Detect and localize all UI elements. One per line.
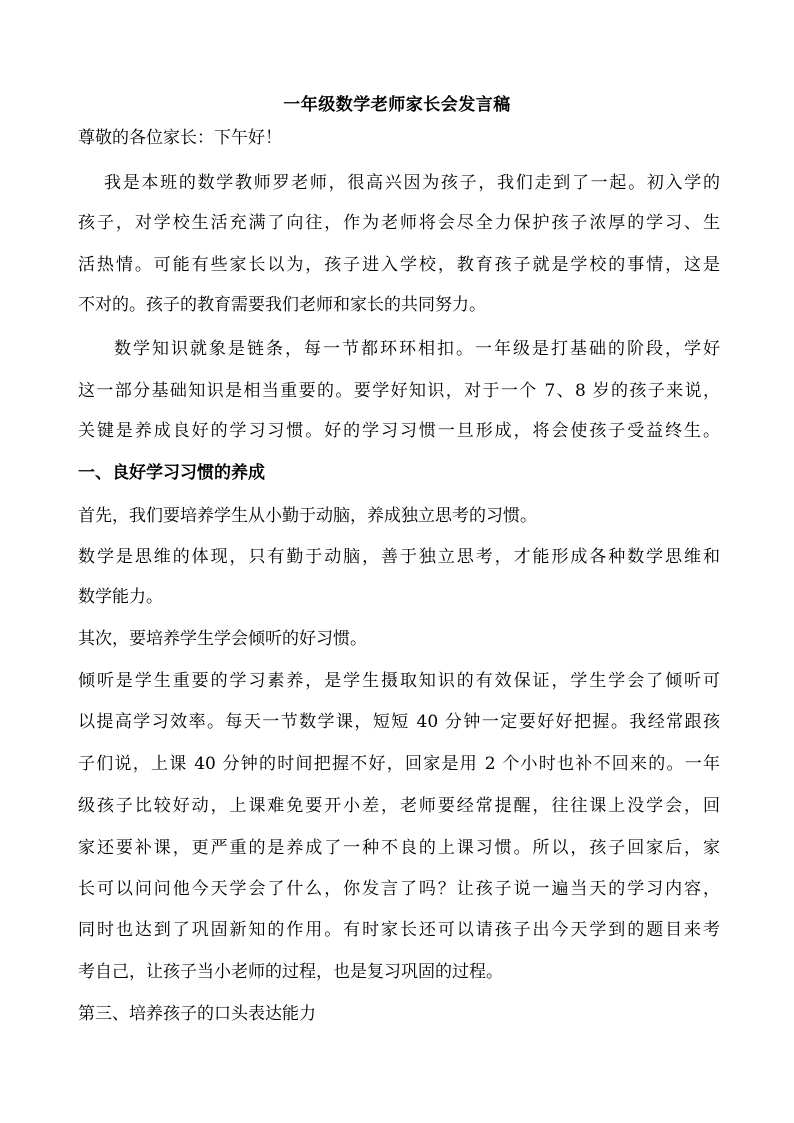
greeting: 尊敬的各位家长：下午好！ [78,128,282,148]
para1-line-4: 不对的。孩子的教育需要我们老师和家长的共同努力。 [78,295,486,315]
math-thinking-line-1: 数学是思维的体现，只有勤于动脑，善于独立思考，才能形成各种数学思维和 [78,547,720,567]
first-point: 首先，我们要培养学生从小勤于动脑，养成独立思考的习惯。 [78,506,537,526]
para2-line-2: 这一部分基础知识是相当重要的。要学好知识，对于一个 7、8 岁的孩子来说， [78,381,720,401]
section-heading-1: 一、良好学习习惯的养成 [78,463,265,483]
para2-line-1: 数学知识就象是链条，每一节都环环相扣。一年级是打基础的阶段，学好 [114,339,720,359]
listening-line-1: 倾听是学生重要的学习素养，是学生摄取知识的有效保证，学生学会了倾听可 [78,671,720,691]
listening-line-2: 以提高学习效率。每天一节数学课，短短 40 分钟一定要好好把握。我经常跟孩 [78,712,720,732]
listening-line-4: 级孩子比较好动，上课难免要开小差，老师要经常提醒，往往课上没学会，回 [78,796,720,816]
para1-line-2: 孩子，对学校生活充满了向往，作为老师将会尽全力保护孩子浓厚的学习、生 [78,213,720,233]
para1-line-1: 我是本班的数学教师罗老师，很高兴因为孩子，我们走到了一起。初入学的 [104,173,720,193]
para1-line-3: 活热情。可能有些家长以为，孩子进入学校，教育孩子就是学校的事情，这是 [78,255,720,275]
para2-line-3: 关键是养成良好的学习习惯。好的学习习惯一旦形成，将会使孩子受益终生。 [78,421,720,441]
listening-line-8: 考自己，让孩子当小老师的过程，也是复习巩固的过程。 [78,962,503,982]
second-point: 其次，要培养学生学会倾听的好习惯。 [78,629,367,649]
listening-line-3: 子们说，上课 40 分钟的时间把握不好，回家是用 2 个小时也补不回来的。一年 [78,754,720,774]
listening-line-5: 家还要补课，更严重的是养成了一种不良的上课习惯。所以，孩子回家后，家 [78,838,720,858]
math-thinking-line-2: 数学能力。 [78,587,163,607]
listening-line-7: 同时也达到了巩固新知的作用。有时家长还可以请孩子出今天学到的题目来考 [78,920,720,940]
third-point: 第三、培养孩子的口头表达能力 [78,1004,316,1024]
listening-line-6: 长可以问问他今天学会了什么，你发言了吗？让孩子说一遍当天的学习内容， [78,879,720,899]
document-title: 一年级数学老师家长会发言稿 [283,95,511,115]
